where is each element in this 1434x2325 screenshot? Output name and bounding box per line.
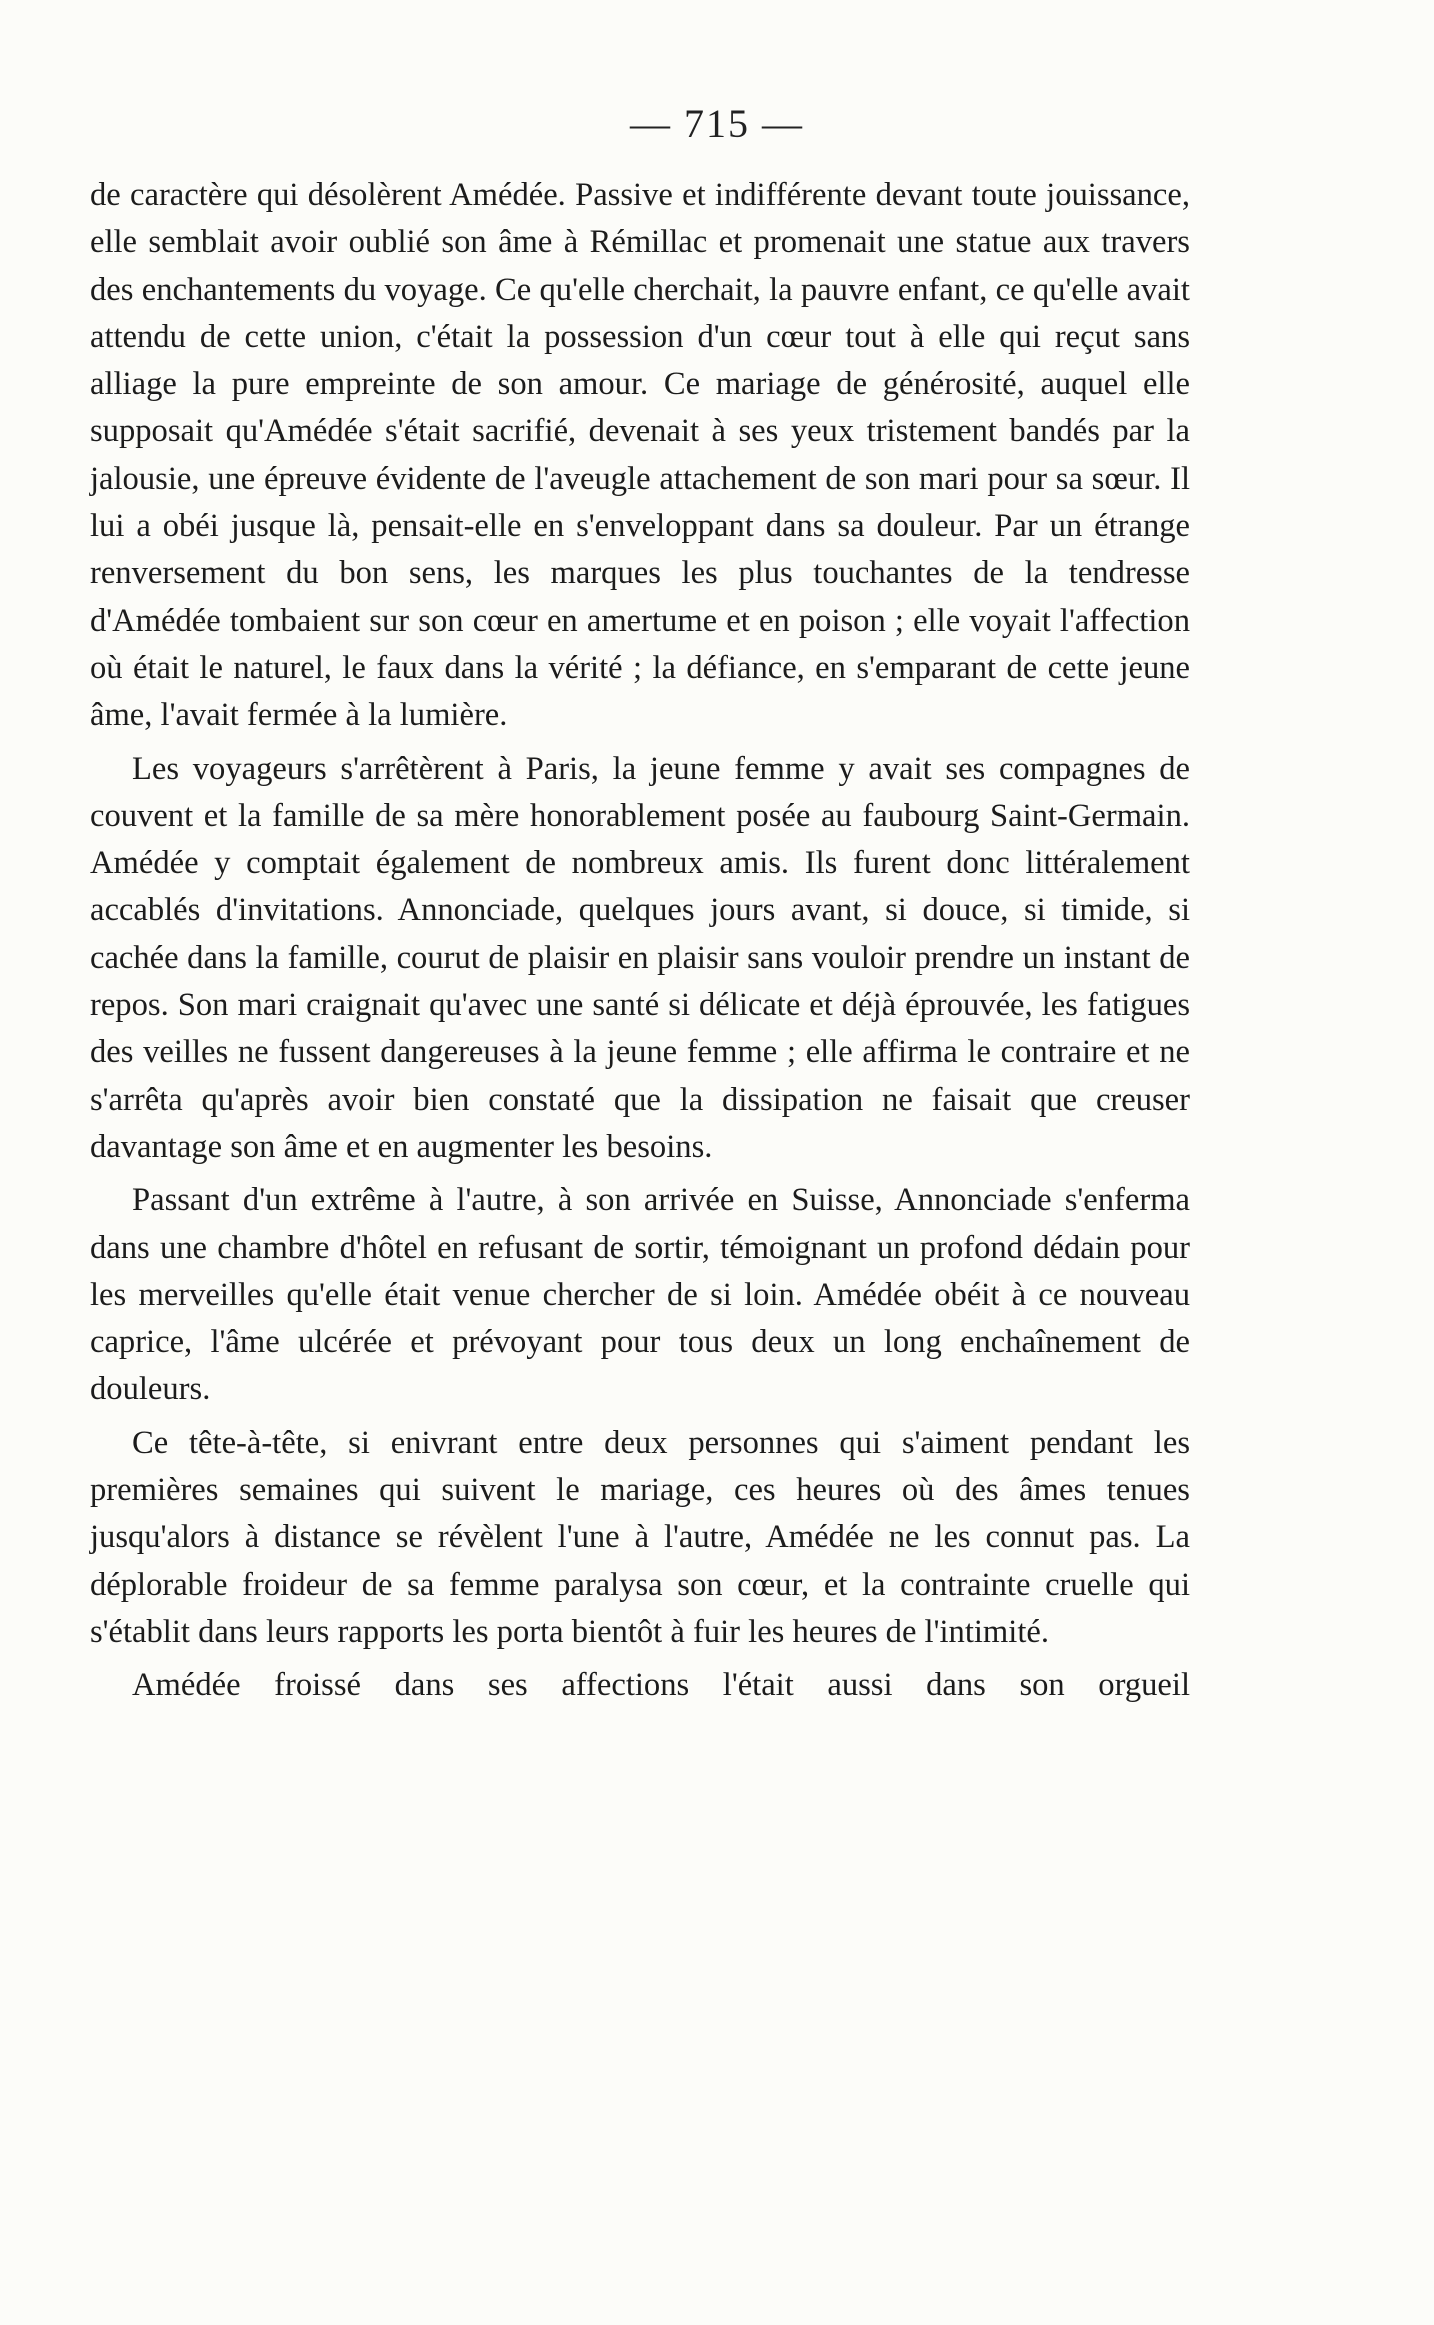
paragraph-5: Amédée froissé dans ses affections l'était aussi dans son orgueil xyxy=(132,1667,1190,1704)
paragraph-3: Passant d'un extrême à l'autre, à son arrivée en Suisse, Annonciade s'enferma dans une chambre d'hôtel en refusant de sortir, témoignant un profond dédain pour les merveilles qu'elle était venue chercher de si loin. Amédée obéit à ce nouveau caprice, l'âme ulcérée et prévoyant pour tous deux un long enchaînement de douleurs. xyxy=(90,1182,1190,1408)
paragraph-2: Les voyageurs s'arrêtèrent à Paris, la jeune femme y avait ses compagnes de couvent et la famille de sa mère honorablement posée au faubourg Saint-Germain. Amédée y comptait également de nombreux amis. Ils furent donc littéralement accablés d'invitations. Annonciade, quelques jours avant, si douce, si timide, si cachée dans la famille, courut de plaisir en plaisir sans vouloir prendre un instant de repos. Son mari craignait qu'avec une santé si délicate et déjà éprouvée, les fatigues des veilles ne fussent dangereuses à la jeune femme ; elle affirma le contraire et ne s'arrêta qu'après avoir bien constaté que la dissipation ne faisait que creuser davantage son âme et en augmenter les besoins. xyxy=(90,750,1190,1165)
page-number: — 715 — xyxy=(630,101,804,146)
body-text xyxy=(90,172,1190,1710)
paragraph-1: de caractère qui désolèrent Amédée. Passive et indifférente devant toute jouissance, elle semblait avoir oublié son âme à Rémillac et promenait une statue aux travers des enchantements du voyage. Ce qu'elle cherchait, la pauvre enfant, ce qu'elle avait attendu de cette union, c'était la possession d'un cœur tout à elle qui reçut sans alliage la pure empreinte de son amour. Ce mariage de générosité, auquel elle supposait qu'Amédée s'était sacrifié, devenait à ses yeux tristement bandés par la jalousie, une épreuve évidente de l'aveugle attachement de son mari pour sa sœur. Il lui a obéi jusque là, pensait-elle en s'enveloppant dans sa douleur. Par un étrange renversement du bon sens, les marques les plus touchantes de la tendresse d'Amédée tombaient sur son cœur en amertume et en poison ; elle voyait l'affection où était le naturel, le faux dans la vérité ; la défiance, en s'emparant de cette jeune âme, l'avait fermée à la lumière. xyxy=(90,177,1190,734)
paragraph-4: Ce tête-à-tête, si enivrant entre deux personnes qui s'aiment pendant les premières semaines qui suivent le mariage, ces heures où des âmes tenues jusqu'alors à distance se révèlent l'une à l'autre, Amédée ne les connut pas. La déplorable froideur de sa femme paralysa son cœur, et la contrainte cruelle qui s'établit dans leurs rapports les porta bientôt à fuir les heures de l'intimité. xyxy=(90,1424,1190,1650)
